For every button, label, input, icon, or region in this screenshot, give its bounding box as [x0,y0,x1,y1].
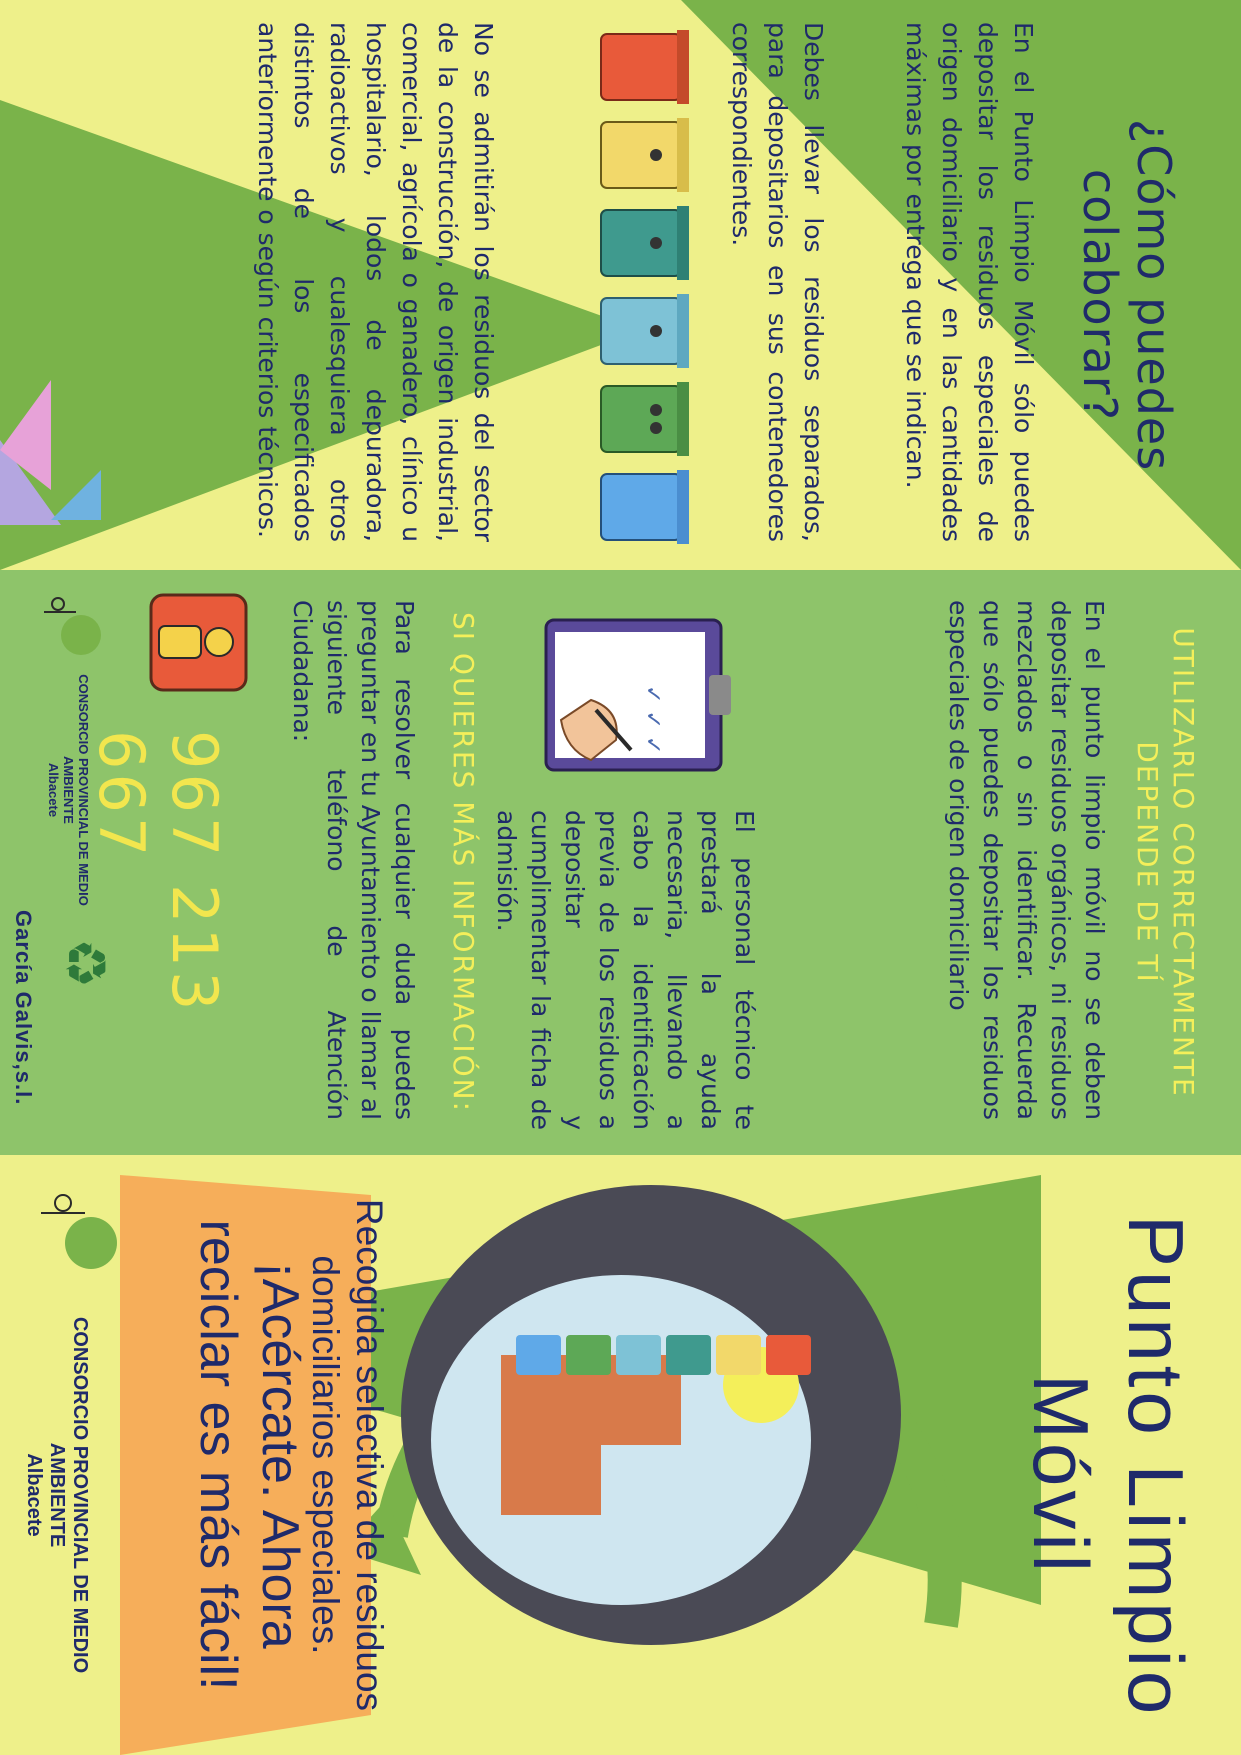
bin-icon [601,294,689,368]
paragraph-bring-separated: Debes llevar los residuos separados, para depositarios en sus contenedores correspondientes. [727,22,828,542]
panel-cover [0,1155,1241,1755]
recycle-icon [51,930,121,1000]
bin-icon [601,206,689,280]
paragraph-contact-info: Para resolver cualquier duda puedes preguntar en tu Ayuntamiento o llamar al siguiente teléfono de Atención Ciudadana: [288,600,419,1120]
cover-title-line-2: Móvil [1017,1373,1105,1576]
cover-consorcio-logo-line-1: CONSORCIO PROVINCIAL DE MEDIO AMBIENTE [46,1316,91,1674]
consorcio-logo-line-2: Albacete [46,762,61,818]
bin-icon [601,470,689,544]
bin-icon [601,118,689,192]
bin-icon [601,30,689,104]
consorcio-logo-icon [36,590,106,660]
panel-how-to-collaborate [0,0,1241,570]
heading-more-information: SI QUIERES MÁS INFORMACIÓN: [447,611,480,1114]
company-name: García Galvis,s.l. [11,910,36,1106]
paragraph-what-to-deposit: En el Punto Limpio Móvil sólo puedes depositar los residuos especiales de origen domiciliario y en las cantidades máximas por entrega que se indican. [901,22,1038,542]
heading-use-correctly: UTILIZARLO CORRECTAMENTE DEPENDE DE TÍ [1131,627,1200,1098]
cover-consorcio-logo-line-2: Albacete [23,1453,45,1537]
cover-title-line-1: Punto Limpio [1112,1215,1200,1719]
cover-subtitle: Recogida selectiva de residuos domiciliarios especiales. [305,1198,390,1712]
cover-call-to-action: ¡Acércate. Ahora reciclar es más fácil! [189,1219,309,1691]
bin-icon [601,382,689,456]
svg-text:♻: ♻ [52,938,117,989]
svg-text:✓ ✓ ✓: ✓ ✓ ✓ [640,685,665,755]
heading-how-to-collaborate: ¿Cómo puedes colaborar? [1073,118,1181,472]
clipboard-illustration [531,600,741,800]
info-icon [141,590,251,700]
phone-number[interactable]: 967 213 667 [85,730,231,1015]
cover-consorcio-logo-icon [31,1185,121,1275]
paragraph-do-not-deposit: En el punto limpio móvil no se deben depositar residuos orgánicos, ni residuos mezclados o sin identificar. Recuerda que sólo puedes depositar los residuos especiales de origen domiciliario [944,600,1109,1120]
consorcio-logo-line-1: CONSORCIO PROVINCIAL DE MEDIO AMBIENTE [61,674,91,906]
panel-use-correctly [0,570,1241,1155]
paragraph-technical-staff: El personal técnico te prestará la ayuda necesaria, llevando a cabo la identificación previa de los residuos a depositar y cumplimentar la ficha de admisión. [492,810,759,1130]
waste-bins-illustration [561,30,701,550]
paragraph-not-admitted: No se admitirán los residuos del sector de la construcción, de origen industrial, comercial, agrícola o ganadero, clínico u hospitalario, lodos de depuradora, radioactivos y cualesquiera otros distintos de los especificados anteriormente o según criterios técnicos. [253,22,498,542]
